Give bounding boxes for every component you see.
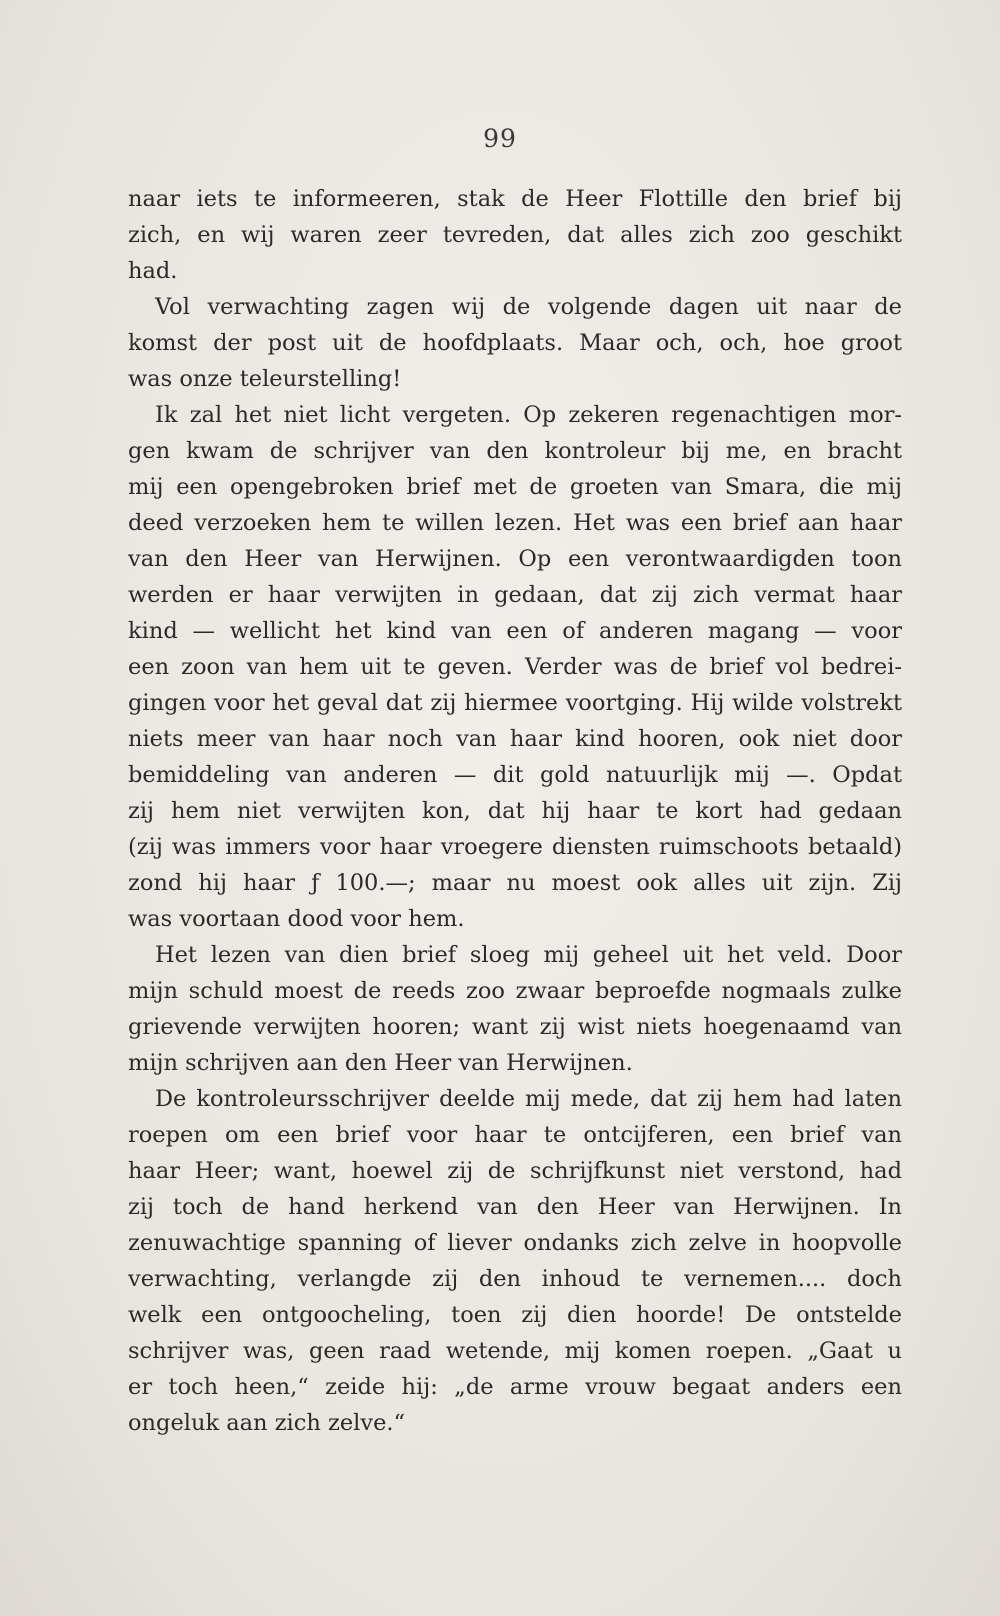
text-line: Het lezen van dien brief sloeg mij geheel uit het veld. Door	[155, 942, 902, 968]
text-line: een zoon van hem uit te geven. Verder was de brief vol bedrei-	[128, 654, 902, 680]
text-line: schrijver was, geen raad wetende, mij komen roepen. „Gaat u	[128, 1338, 902, 1364]
text-line: roepen om een brief voor haar te ontcijferen, een brief van	[128, 1122, 902, 1148]
text-line: verwachting, verlangde zij den inhoud te vernemen.... doch	[128, 1266, 902, 1292]
text-line: bemiddeling van anderen — dit gold natuurlijk mij —. Opdat	[128, 762, 902, 788]
text-line: gen kwam de schrijver van den kontroleur bij me, en bracht	[128, 438, 902, 464]
text-line: was onze teleurstelling!	[128, 366, 402, 392]
body-text	[128, 181, 902, 1441]
text-line: gingen voor het geval dat zij hiermee voortging. Hij wilde volstrekt	[128, 690, 902, 716]
text-line: zenuwachtige spanning of liever ondanks zich zelve in hoopvolle	[128, 1230, 902, 1256]
text-line: komst der post uit de hoofdplaats. Maar och, och, hoe groot	[128, 330, 902, 356]
text-line: kind — wellicht het kind van een of anderen magang — voor	[128, 618, 902, 644]
text-line: zich, en wij waren zeer tevreden, dat alles zich zoo geschikt	[128, 222, 902, 248]
text-line: ongeluk aan zich zelve.“	[128, 1410, 406, 1436]
text-line: Vol verwachting zagen wij de volgende dagen uit naar de	[155, 294, 902, 320]
text-line: van den Heer van Herwijnen. Op een verontwaardigden toon	[128, 546, 902, 572]
text-line: mijn schuld moest de reeds zoo zwaar beproefde nogmaals zulke	[128, 978, 902, 1004]
text-line: De kontroleursschrijver deelde mij mede, dat zij hem had laten	[155, 1086, 902, 1112]
text-line: zij toch de hand herkend van den Heer van Herwijnen. In	[128, 1194, 902, 1220]
text-line: naar iets te informeeren, stak de Heer Flottille den brief bij	[128, 186, 902, 212]
text-line: deed verzoeken hem te willen lezen. Het was een brief aan haar	[128, 510, 902, 536]
text-line: Ik zal het niet licht vergeten. Op zekeren regenachtigen mor-	[155, 402, 902, 428]
page-number: 99	[483, 124, 517, 153]
text-line: welk een ontgoocheling, toen zij dien hoorde! De ontstelde	[128, 1302, 902, 1328]
text-line: was voortaan dood voor hem.	[128, 906, 465, 932]
text-line: (zij was immers voor haar vroegere diensten ruimschoots betaald)	[128, 834, 902, 860]
text-line: werden er haar verwijten in gedaan, dat zij zich vermat haar	[128, 582, 902, 608]
text-line: haar Heer; want, hoewel zij de schrijfkunst niet verstond, had	[128, 1158, 902, 1184]
text-line: zond hij haar ƒ 100.—; maar nu moest ook alles uit zijn. Zij	[128, 870, 902, 896]
text-line: mij een opengebroken brief met de groeten van Smara, die mij	[128, 474, 902, 500]
text-line: niets meer van haar noch van haar kind hooren, ook niet door	[128, 726, 902, 752]
text-line: er toch heen,“ zeide hij: „de arme vrouw begaat anders een	[128, 1374, 902, 1400]
text-line: mijn schrijven aan den Heer van Herwijnen.	[128, 1050, 633, 1076]
text-line: grievende verwijten hooren; want zij wist niets hoegenaamd van	[128, 1014, 902, 1040]
text-line: zij hem niet verwijten kon, dat hij haar te kort had gedaan	[128, 798, 902, 824]
text-line: had.	[128, 258, 178, 284]
